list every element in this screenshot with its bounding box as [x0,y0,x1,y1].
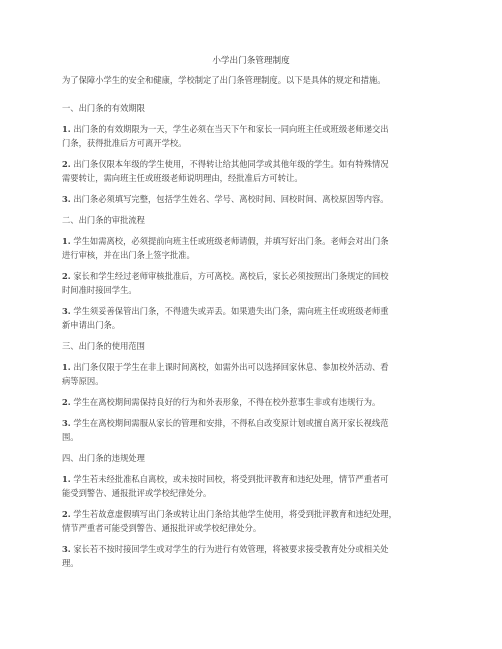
list-item [62,472,440,500]
list-item [62,542,440,570]
item-number: 1. [62,474,71,484]
list-item [62,192,440,206]
item-text: 出门条仅限于学生在非上课时间离校，如需外出可以选择回家休息、参加校外活动、看 [73,362,389,372]
list-item [62,507,440,535]
item-number: 3. [62,418,71,428]
list-item [62,234,440,262]
list-item [62,416,440,444]
item-text: 出门条仅限本年级的学生使用，不得转让给其他同学或其他年级的学生。如有特殊情况 [73,159,389,169]
item-text: 出门条的有效期限为一天，学生必须在当天下午和家长一同向班主任或班级老师递交出 [73,124,389,134]
item-text: 出门条必须填写完整，包括学生姓名、学号、离校时间、回校时间、离校原因等内容。 [73,194,389,204]
item-text: 进行审核，并在出门条上签字批准。 [62,250,195,260]
item-text: 新申请出门条。 [62,320,121,330]
list-item [62,122,440,150]
item-text: 病等原因。 [62,376,104,386]
item-number: 2. [62,271,71,281]
section-heading: 四、出门条的违规处理 [62,453,145,463]
list-item [62,157,440,185]
item-number: 2. [62,397,71,407]
item-number: 1. [62,236,71,246]
document-title: 小学出门条管理制度 [212,56,290,66]
intro-paragraph: 为了保障小学生的安全和健康，学校制定了出门条管理制度。以下是具体的规定和措施。 [62,75,386,85]
item-number: 1. [62,124,71,134]
item-number: 3. [62,194,71,204]
item-text: 学生若故意虚假填写出门条或转让出门条给其他学生使用，将受到批评教育和违纪处理， [70,509,397,519]
item-number: 3. [62,306,71,316]
item-text: 门条，获得批准后方可离开学校。 [62,138,187,148]
item-number: 3. [62,544,71,554]
item-text: 学生如需离校，必须提前向班主任或班级老师请假，并填写好出门条。老师会对出门条 [73,236,389,246]
section-heading: 一、出门条的有效期限 [62,103,145,113]
item-text: 学生若未经批准私自离校，或未按时回校，将受到批评教育和违纪处理，情节严重者可 [73,474,389,484]
list-item [62,304,440,332]
item-text: 家长和学生经过老师审核批准后，方可离校。离校后，家长必须按照出门条规定的回校 [73,271,389,281]
item-text: 学生须妥善保管出门条，不得遗失或弄丢。如果遗失出门条，需向班主任或班级老师重 [73,306,389,316]
section-heading: 二、出门条的审批流程 [62,215,145,225]
item-number: 1. [62,362,71,372]
list-item [62,360,440,388]
item-text: 家长若不按时接回学生或对学生的行为进行有效管理，将被要求接受教育处分或相关处 [73,544,389,554]
item-text: 围。 [62,432,79,442]
list-item [62,269,440,297]
list-item [62,395,440,409]
item-number: 2. [62,509,71,519]
item-text: 能受到警告、通报批评或学校纪律处分。 [62,488,212,498]
item-text: 学生在离校期间需保持良好的行为和外表形象，不得在校外惹事生非或有违规行为。 [73,397,381,407]
item-number: 2. [62,159,71,169]
item-text: 理。 [62,558,79,568]
item-text: 需要转让，需向班主任或班级老师说明理由，经批准后方可转让。 [62,173,303,183]
item-text: 情节严重者可能受到警告、通报批评或学校纪律处分。 [62,523,262,533]
item-text: 时间准时接回学生。 [62,285,137,295]
section-heading: 三、出门条的使用范围 [62,341,145,351]
item-text: 学生在离校期间需服从家长的管理和安排，不得私自改变原计划或擅自离开家长视线范 [73,418,389,428]
